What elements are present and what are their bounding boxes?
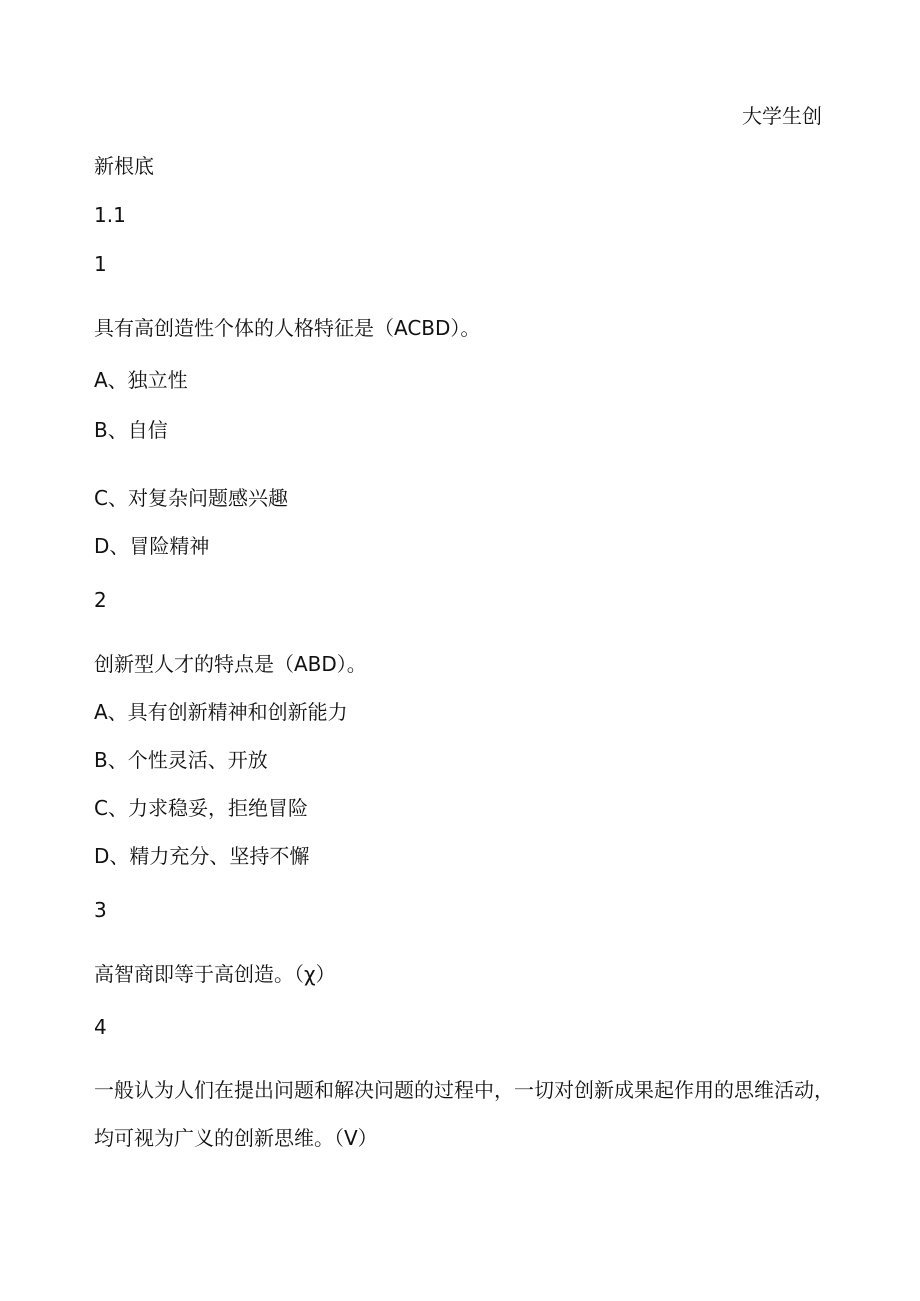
option-d: D、精力充分、坚持不懈 [94,844,310,868]
question-text: 一般认为人们在提出问题和解决问题的过程中，一切对创新成果起作用的思维活动，均可视为广义的创新思维。（V） [94,1078,834,1150]
question-text: 高智商即等于高创造。（χ） [94,962,336,986]
option-a: A、具有创新精神和创新能力 [94,700,348,724]
title-part2: 新根底 [94,154,154,178]
option-c: C、力求稳妥，拒绝冒险 [94,796,308,820]
question-number: 4 [94,1015,107,1039]
option-b: B、个性灵活、开放 [94,748,268,772]
question-number: 2 [94,588,107,612]
question-number: 1 [94,252,107,276]
option-a: A、独立性 [94,368,188,392]
question-text: 创新型人才的特点是（ABD）。 [94,652,367,676]
option-c: C、对复杂问题感兴趣 [94,486,288,510]
title-part1: 大学生创 [742,104,822,128]
question-text: 具有高创造性个体的人格特征是（ACBD）。 [94,316,481,340]
section-number: 1.1 [94,203,126,227]
option-b: B、自信 [94,418,168,442]
question-number: 3 [94,898,107,922]
option-d: D、冒险精神 [94,534,210,558]
